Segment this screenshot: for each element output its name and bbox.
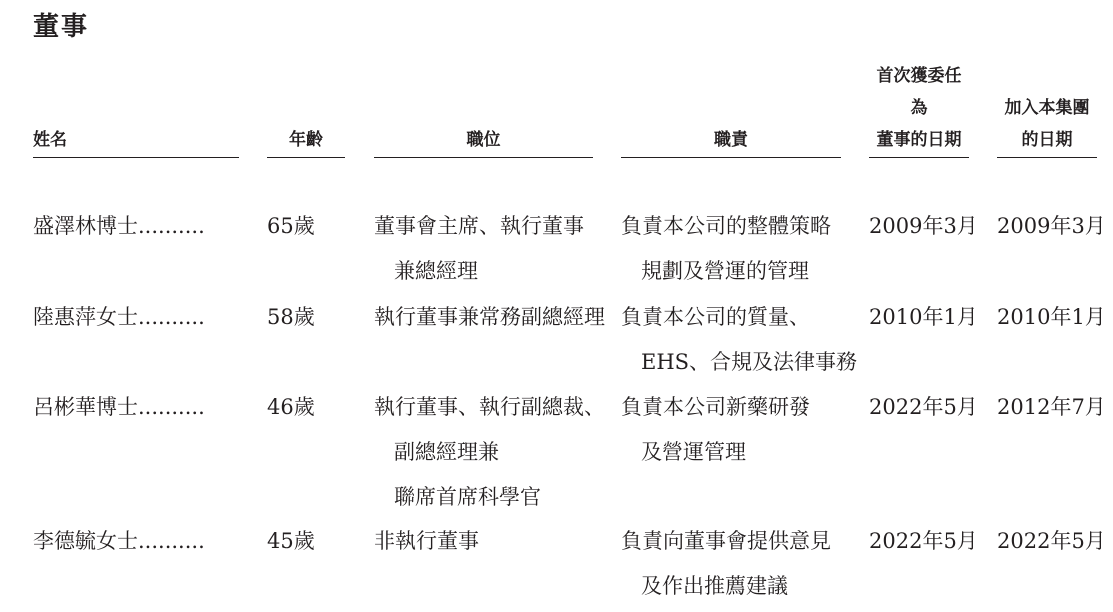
duties-line: 負責本公司新藥研發: [621, 395, 810, 419]
director-position: [374, 385, 605, 520]
header-joined-line2: 的日期: [1021, 130, 1073, 150]
header-joined-date: [997, 88, 1097, 158]
duties-line: 及作出推薦建議: [641, 574, 788, 598]
header-position: [374, 88, 593, 158]
joined-date: 2012年7月: [997, 395, 1106, 419]
header-age-label: 年齡: [289, 130, 323, 150]
director-name: 盛澤林博士..........: [33, 214, 205, 238]
header-duties: [621, 88, 841, 158]
appointed-date: 2022年5月: [869, 529, 978, 553]
header-name: [33, 88, 239, 158]
director-name: 陸惠萍女士..........: [33, 305, 205, 329]
appointed-date: 2010年1月: [869, 305, 978, 329]
director-position: [374, 519, 479, 564]
joined-date: 2022年5月: [997, 529, 1106, 553]
duties-line: EHS、合規及法律事務: [641, 350, 858, 374]
appointed-date: 2022年5月: [869, 395, 978, 419]
header-duties-label: 職責: [714, 130, 748, 150]
header-appointed-line1: 首次獲委任為: [876, 66, 962, 118]
director-duties: [621, 204, 831, 294]
director-age: 45歲: [267, 529, 315, 553]
director-duties: [621, 519, 831, 609]
position-line: 董事會主席、執行董事: [374, 214, 584, 238]
position-line: 聯席首席科學官: [394, 485, 541, 509]
duties-line: 規劃及營運的管理: [641, 259, 809, 283]
duties-line: 負責向董事會提供意見: [621, 529, 831, 553]
section-title: 董事: [33, 12, 90, 42]
director-duties: [621, 295, 857, 385]
header-position-label: 職位: [466, 130, 501, 150]
position-line: 副總經理兼: [394, 440, 499, 464]
director-age: 46歲: [267, 395, 315, 419]
duties-line: 負責本公司的質量、: [621, 305, 810, 329]
header-appointed-line2: 董事的日期: [876, 130, 962, 150]
director-age: 65歲: [267, 214, 315, 238]
appointed-date: 2009年3月: [869, 214, 978, 238]
header-appointed-date: [869, 66, 969, 158]
joined-date: 2010年1月: [997, 305, 1106, 329]
director-age: 58歲: [267, 305, 315, 329]
header-age: [267, 88, 345, 158]
director-position: [374, 204, 584, 294]
header-name-label: 姓名: [33, 130, 67, 150]
duties-line: 負責本公司的整體策略: [621, 214, 831, 238]
director-name: 李德毓女士..........: [33, 529, 205, 553]
joined-date: 2009年3月: [997, 214, 1106, 238]
header-joined-line1: 加入本集團: [1004, 98, 1090, 118]
duties-line: 及營運管理: [641, 440, 746, 464]
position-line: 兼總經理: [394, 259, 478, 283]
director-position: [374, 295, 605, 340]
position-line: 執行董事、執行副總裁、: [374, 395, 605, 419]
position-line: 非執行董事: [374, 529, 479, 553]
director-duties: [621, 385, 810, 475]
position-line: 執行董事兼常務副總經理: [374, 305, 605, 329]
director-name: 呂彬華博士..........: [33, 395, 205, 419]
